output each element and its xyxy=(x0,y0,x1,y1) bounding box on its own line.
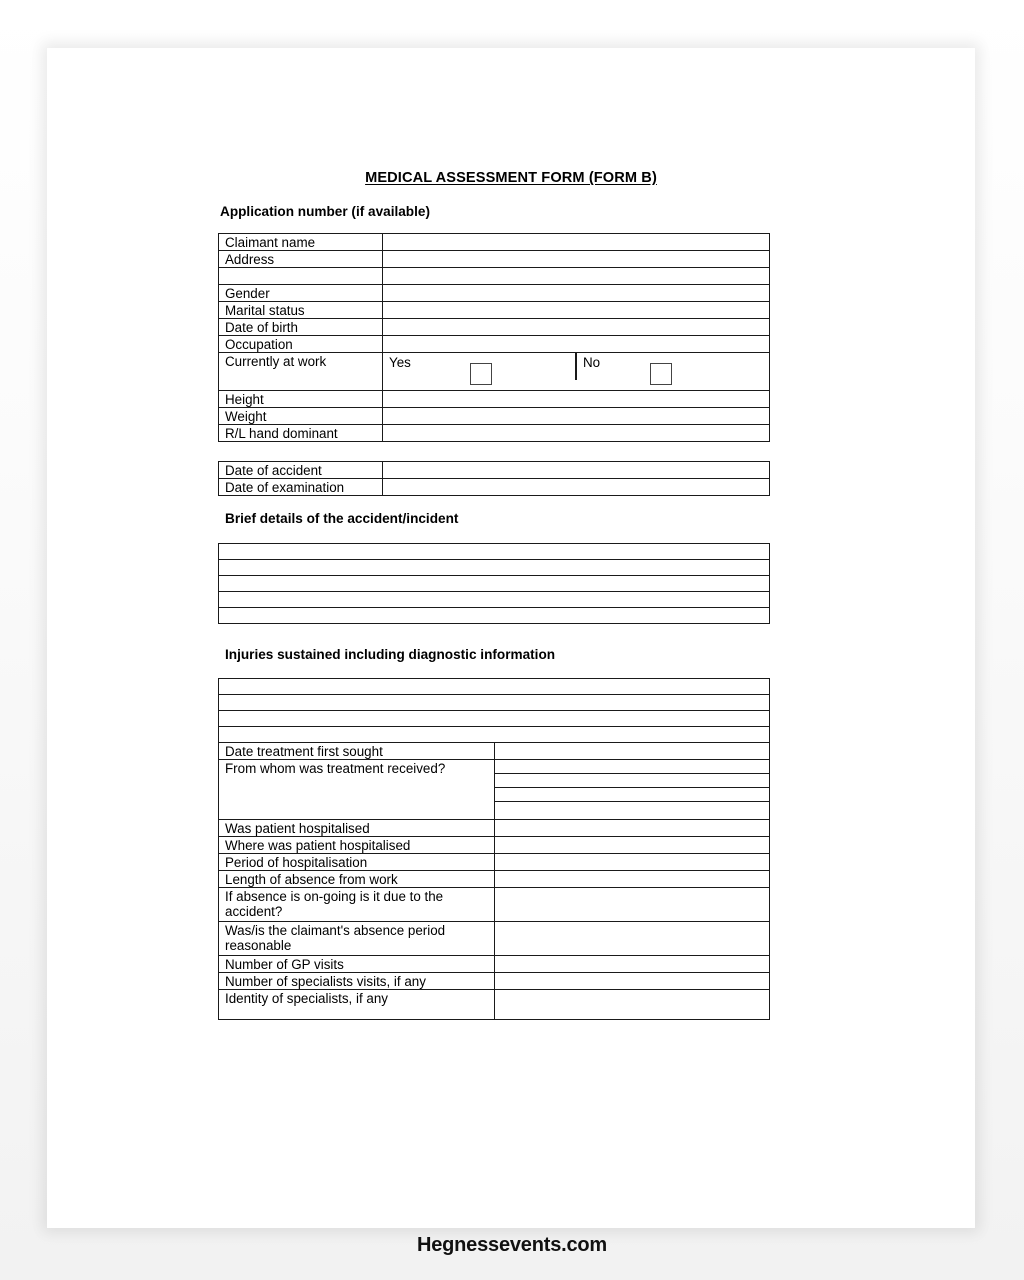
row-label-period-of-hospitalisation: Period of hospitalisation xyxy=(219,854,495,871)
section-heading-injuries: Injuries sustained including diagnostic information xyxy=(225,647,556,662)
table-row xyxy=(219,560,770,576)
option-label-no: No xyxy=(583,355,601,370)
row-label-weight: Weight xyxy=(219,408,383,425)
row-label-date-of-examination: Date of examination xyxy=(219,479,383,496)
list-item xyxy=(495,774,770,788)
brief-details-line[interactable] xyxy=(219,608,770,624)
brief-details-table xyxy=(218,543,770,624)
from-whom-sub-line[interactable] xyxy=(495,788,770,802)
table-row-currently-at-work xyxy=(219,353,770,391)
brief-details-line[interactable] xyxy=(219,592,770,608)
injuries-free-line[interactable] xyxy=(219,695,770,711)
section-heading-application: Application number (if available) xyxy=(220,204,430,219)
page-title xyxy=(47,170,975,186)
row-label-occupation: Occupation xyxy=(219,336,383,353)
row-value-address-continued[interactable] xyxy=(383,268,770,285)
table-row xyxy=(219,837,770,854)
table-row xyxy=(219,695,770,711)
row-value-gender[interactable] xyxy=(383,285,770,302)
option-divider xyxy=(575,353,577,380)
row-label-date-treatment-first-sought: Date treatment first sought xyxy=(219,743,495,760)
list-item xyxy=(495,788,770,802)
table-row xyxy=(219,888,770,922)
row-value-address[interactable] xyxy=(383,251,770,268)
table-row xyxy=(219,820,770,837)
table-row xyxy=(219,234,770,251)
row-label-claimant-name: Claimant name xyxy=(219,234,383,251)
table-row xyxy=(219,727,770,743)
row-label-currently-at-work: Currently at work xyxy=(219,353,383,391)
checkbox-currently-at-work-yes[interactable] xyxy=(470,363,492,385)
dates-table xyxy=(218,461,770,496)
table-row xyxy=(219,408,770,425)
row-label-date-of-birth: Date of birth xyxy=(219,319,383,336)
table-row xyxy=(219,871,770,888)
injuries-table xyxy=(218,678,770,1020)
row-value-from-whom-treatment xyxy=(494,760,770,820)
injuries-free-line[interactable] xyxy=(219,727,770,743)
table-row xyxy=(219,268,770,285)
table-row xyxy=(219,922,770,956)
row-value-date-treatment-first-sought[interactable] xyxy=(494,743,770,760)
table-row xyxy=(219,608,770,624)
table-row xyxy=(219,479,770,496)
row-label-identity-of-specialists: Identity of specialists, if any xyxy=(219,990,495,1020)
row-value-absence-ongoing-due-to-accident[interactable] xyxy=(494,888,770,922)
table-row xyxy=(219,462,770,479)
row-value-length-of-absence[interactable] xyxy=(494,871,770,888)
row-value-marital-status[interactable] xyxy=(383,302,770,319)
row-label-number-of-gp-visits: Number of GP visits xyxy=(219,956,495,973)
row-value-height[interactable] xyxy=(383,391,770,408)
table-row xyxy=(219,592,770,608)
row-label-absence-ongoing-due-to-accident: If absence is on-going is it due to the accident? xyxy=(219,888,495,922)
row-label-gender: Gender xyxy=(219,285,383,302)
section-heading-brief-details: Brief details of the accident/incident xyxy=(225,511,459,526)
checkbox-currently-at-work-no[interactable] xyxy=(650,363,672,385)
row-value-number-of-gp-visits[interactable] xyxy=(494,956,770,973)
row-label-absence-period-reasonable: Was/is the claimant's absence period reasonable xyxy=(219,922,495,956)
table-row xyxy=(219,854,770,871)
table-row xyxy=(219,990,770,1020)
form-sheet xyxy=(47,48,975,1228)
table-row xyxy=(219,285,770,302)
row-value-absence-period-reasonable[interactable] xyxy=(494,922,770,956)
row-label-length-of-absence: Length of absence from work xyxy=(219,871,495,888)
from-whom-sub-line[interactable] xyxy=(495,802,770,816)
table-row xyxy=(219,973,770,990)
from-whom-sub-line[interactable] xyxy=(495,760,770,774)
row-label-marital-status: Marital status xyxy=(219,302,383,319)
injuries-free-line[interactable] xyxy=(219,679,770,695)
from-whom-subrows xyxy=(495,760,770,815)
row-value-was-patient-hospitalised[interactable] xyxy=(494,820,770,837)
row-label-address-continued xyxy=(219,268,383,285)
personal-details-table xyxy=(218,233,770,442)
table-row xyxy=(219,711,770,727)
table-row xyxy=(219,425,770,442)
row-value-date-of-birth[interactable] xyxy=(383,319,770,336)
row-label-was-patient-hospitalised: Was patient hospitalised xyxy=(219,820,495,837)
option-label-yes: Yes xyxy=(389,355,411,370)
row-value-claimant-name[interactable] xyxy=(383,234,770,251)
row-value-occupation[interactable] xyxy=(383,336,770,353)
row-value-date-of-accident[interactable] xyxy=(383,462,770,479)
row-value-period-of-hospitalisation[interactable] xyxy=(494,854,770,871)
table-row xyxy=(219,956,770,973)
document-page xyxy=(47,48,975,1228)
row-label-number-of-specialist-visits: Number of specialists visits, if any xyxy=(219,973,495,990)
row-value-hand-dominant[interactable] xyxy=(383,425,770,442)
table-row xyxy=(219,319,770,336)
page-title-text: MEDICAL ASSESSMENT FORM (FORM B) xyxy=(365,170,657,186)
row-value-where-patient-hospitalised[interactable] xyxy=(494,837,770,854)
table-row xyxy=(219,679,770,695)
row-value-date-of-examination[interactable] xyxy=(383,479,770,496)
row-label-from-whom-treatment: From whom was treatment received? xyxy=(219,760,495,820)
row-label-where-patient-hospitalised: Where was patient hospitalised xyxy=(219,837,495,854)
table-row xyxy=(219,544,770,560)
currently-at-work-options xyxy=(383,353,770,391)
row-value-weight[interactable] xyxy=(383,408,770,425)
brief-details-line[interactable] xyxy=(219,544,770,560)
row-label-address: Address xyxy=(219,251,383,268)
from-whom-sub-line[interactable] xyxy=(495,774,770,788)
table-row xyxy=(219,336,770,353)
row-value-number-of-specialist-visits[interactable] xyxy=(494,973,770,990)
table-row xyxy=(219,743,770,760)
list-item xyxy=(495,760,770,774)
table-row xyxy=(219,251,770,268)
row-label-height: Height xyxy=(219,391,383,408)
table-row xyxy=(219,576,770,592)
table-row-from-whom-treatment xyxy=(219,760,770,820)
table-row xyxy=(219,302,770,319)
row-label-date-of-accident: Date of accident xyxy=(219,462,383,479)
row-label-hand-dominant: R/L hand dominant xyxy=(219,425,383,442)
injuries-free-line[interactable] xyxy=(219,711,770,727)
brief-details-line[interactable] xyxy=(219,576,770,592)
row-value-identity-of-specialists[interactable] xyxy=(494,990,770,1020)
table-row xyxy=(219,391,770,408)
list-item xyxy=(495,802,770,816)
footer-brand: Hegnessevents.com xyxy=(416,1234,608,1256)
brief-details-line[interactable] xyxy=(219,560,770,576)
